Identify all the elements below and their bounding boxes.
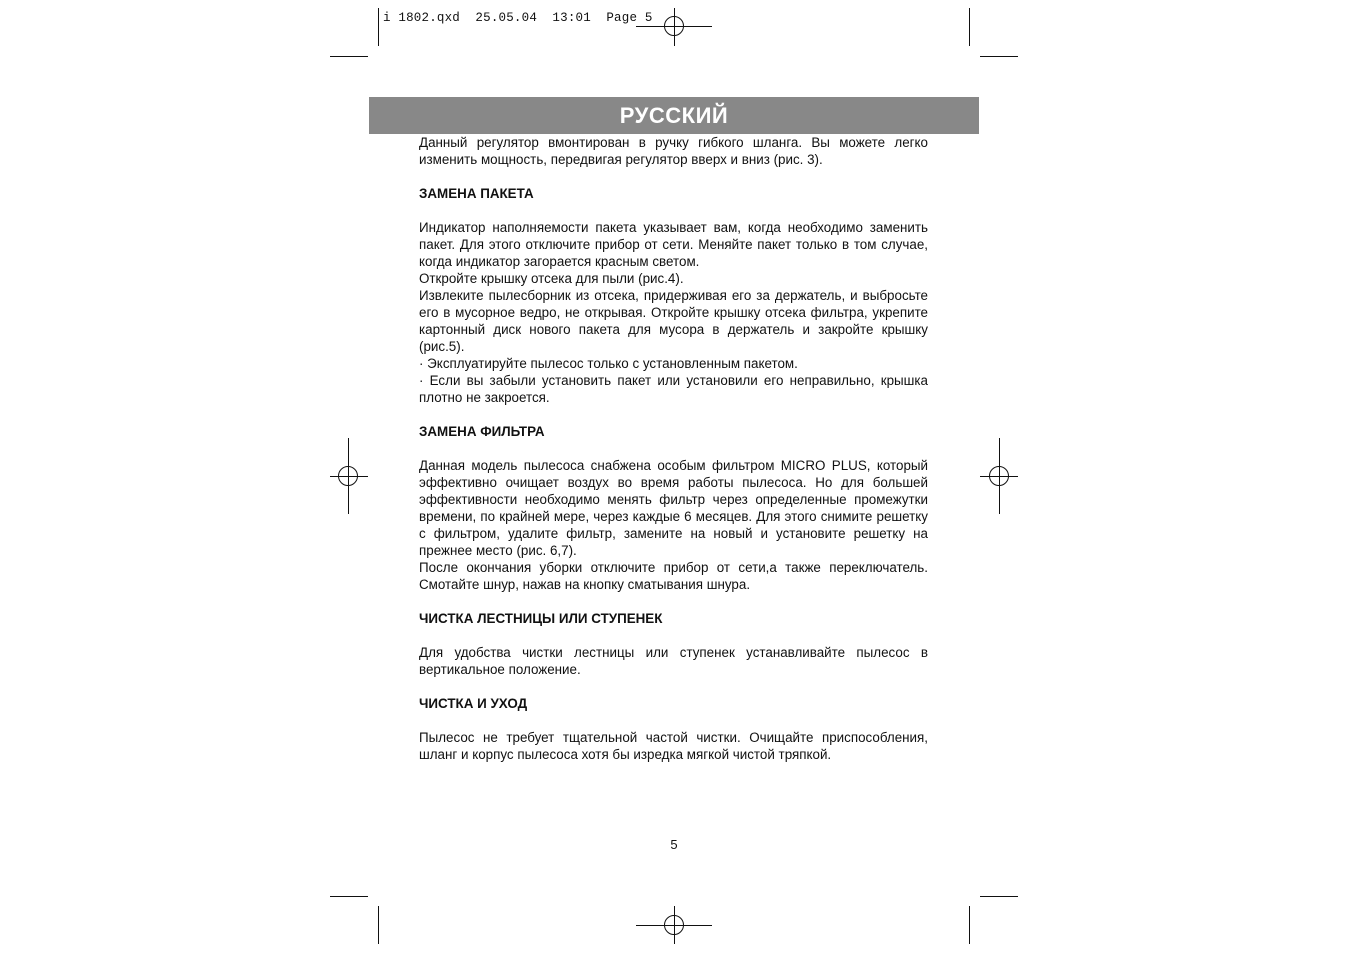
intro-paragraph: Данный регулятор вмонтирован в ручку гибкого шланга. Вы можете легко изменить мощность, передвигая регулятор вверх и вниз (рис. 3). [419,135,928,167]
filter-paragraph-after-cleaning: После окончания уборки отключите прибор от сети,а также переключатель. Смотайте шнур, нажав на кнопку сматывания шнура. [419,560,928,592]
registration-mark-left-circle [338,466,358,486]
bag-paragraph-open-cover: Откройте крышку отсека для пыли (рис.4). [419,271,684,286]
registration-mark-top-circle [664,16,684,36]
stairs-paragraph: Для удобства чистки лестницы или ступенек устанавливайте пылесос в вертикальное положение. [419,645,928,677]
crop-mark-top-left-vertical [378,8,379,46]
registration-mark-bottom-circle [664,915,684,935]
crop-mark-bottom-left-vertical [378,906,379,944]
print-slug: i 1802.qxd 25.05.04 13:01 Page 5 [383,11,653,25]
bag-note-cover-wont-close: · Если вы забыли установить пакет или установили его неправильно, крышка плотно не закроется. [419,373,928,405]
filter-paragraph-micro-plus: Данная модель пылесоса снабжена особым фильтром MICRO PLUS, который эффективно очищает воздух во время работы пылесоса. Но для большей эффективности необходимо менять фильтр через определенные промежутки времени, по крайней мере, через каждые 6 месяцев. Для этого снимите решетку с фильтром, удалите фильтр, замените на новый и установите решетку на прежнее место (рис. 6,7). [419,458,928,558]
bag-paragraph-remove-bag: Извлеките пылесборник из отсека, придерживая его за держатель, и выбросьте его в мусорное ведро, не открывая. Откройте крышку отсека фильтра, укрепите картонный диск нового пакета для мусора в держатель и закройте крышку (рис.5). [419,288,928,354]
bag-note-use-with-bag: · Эксплуатируйте пылесос только с установленным пакетом. [419,356,798,371]
crop-mark-top-left-horizontal [330,56,368,57]
section-heading-bag-replacement: ЗАМЕНА ПАКЕТА [419,186,534,201]
crop-mark-top-right-vertical [969,8,970,46]
language-banner: РУССКИЙ [369,97,979,134]
section-heading-care: ЧИСТКА И УХОД [419,696,528,711]
crop-mark-bottom-left-horizontal [330,896,368,897]
crop-mark-bottom-right-horizontal [980,896,1018,897]
bag-paragraph-indicator: Индикатор наполняемости пакета указывает вам, когда необходимо заменить пакет. Для этого отключите прибор от сети. Меняйте пакет только в том случае, когда индикатор загорается красным светом. [419,220,928,269]
crop-mark-top-right-horizontal [980,56,1018,57]
page-content [419,134,928,763]
section-heading-filter-replacement: ЗАМЕНА ФИЛЬТРА [419,424,545,439]
page-number: 5 [670,837,678,852]
section-heading-stairs-cleaning: ЧИСТКА ЛЕСТНИЦЫ ИЛИ СТУПЕНЕК [419,611,663,626]
care-paragraph: Пылесос не требует тщательной частой чистки. Очищайте приспособления, шланг и корпус пылесоса хотя бы изредка мягкой чистой тряпкой. [419,730,928,762]
crop-mark-bottom-right-vertical [969,906,970,944]
registration-mark-right-circle [989,466,1009,486]
